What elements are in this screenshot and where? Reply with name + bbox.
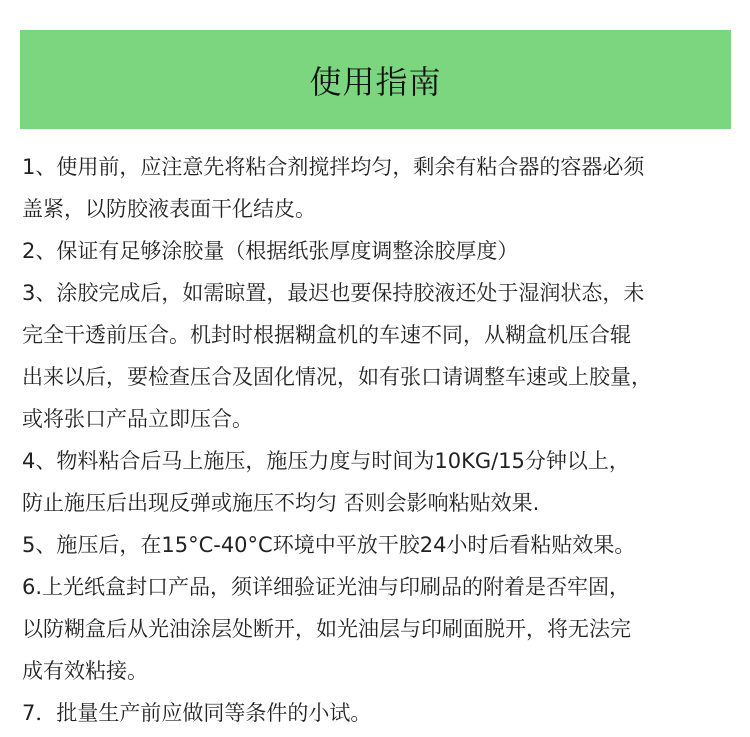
guide-line: 2、保证有足够涂胶量（根据纸张厚度调整涂胶厚度） xyxy=(22,239,519,263)
page-title: 使用指南 xyxy=(309,62,442,101)
guide-line: 6.上光纸盒封口产品，须详细验证光油与印刷品的附着是否牢固， xyxy=(22,575,631,599)
guide-line: 4、物料粘合后马上施压，施压力度与时间为10KG/15分钟以上， xyxy=(22,449,630,473)
guide-line: 出来以后，要检查压合及固化情况，如有张口请调整车速或上胶量， xyxy=(22,365,652,389)
guide-line: 完全干透前压合。机封时根据糊盒机的车速不同，从糊盒机压合辊 xyxy=(22,323,631,347)
header-banner xyxy=(20,30,731,129)
guide-line: 防止施压后出现反弹或施压不均匀 否则会影响粘贴效果. xyxy=(22,491,540,515)
guide-content xyxy=(22,146,734,734)
guide-line: 以防糊盒后从光油涂层处断开，如光油层与印刷面脱开，将无法完 xyxy=(22,617,631,641)
guide-line: 成有效粘接。 xyxy=(22,659,148,683)
guide-line: 3、涂胶完成后，如需晾置，最迟也要保持胶液还处于湿润状态，未 xyxy=(22,281,645,305)
guide-line: 5、施压后，在15°C-40°C环境中平放干胶24小时后看粘贴效果。 xyxy=(22,533,636,557)
guide-line: 盖紧，以防胶液表面干化结皮。 xyxy=(22,197,316,221)
guide-line: 7．批量生产前应做同等条件的小试。 xyxy=(22,701,372,725)
guide-line: 或将张口产品立即压合。 xyxy=(22,407,253,431)
guide-line: 1、使用前，应注意先将粘合剂搅拌均匀，剩余有粘合器的容器必须 xyxy=(22,155,645,179)
